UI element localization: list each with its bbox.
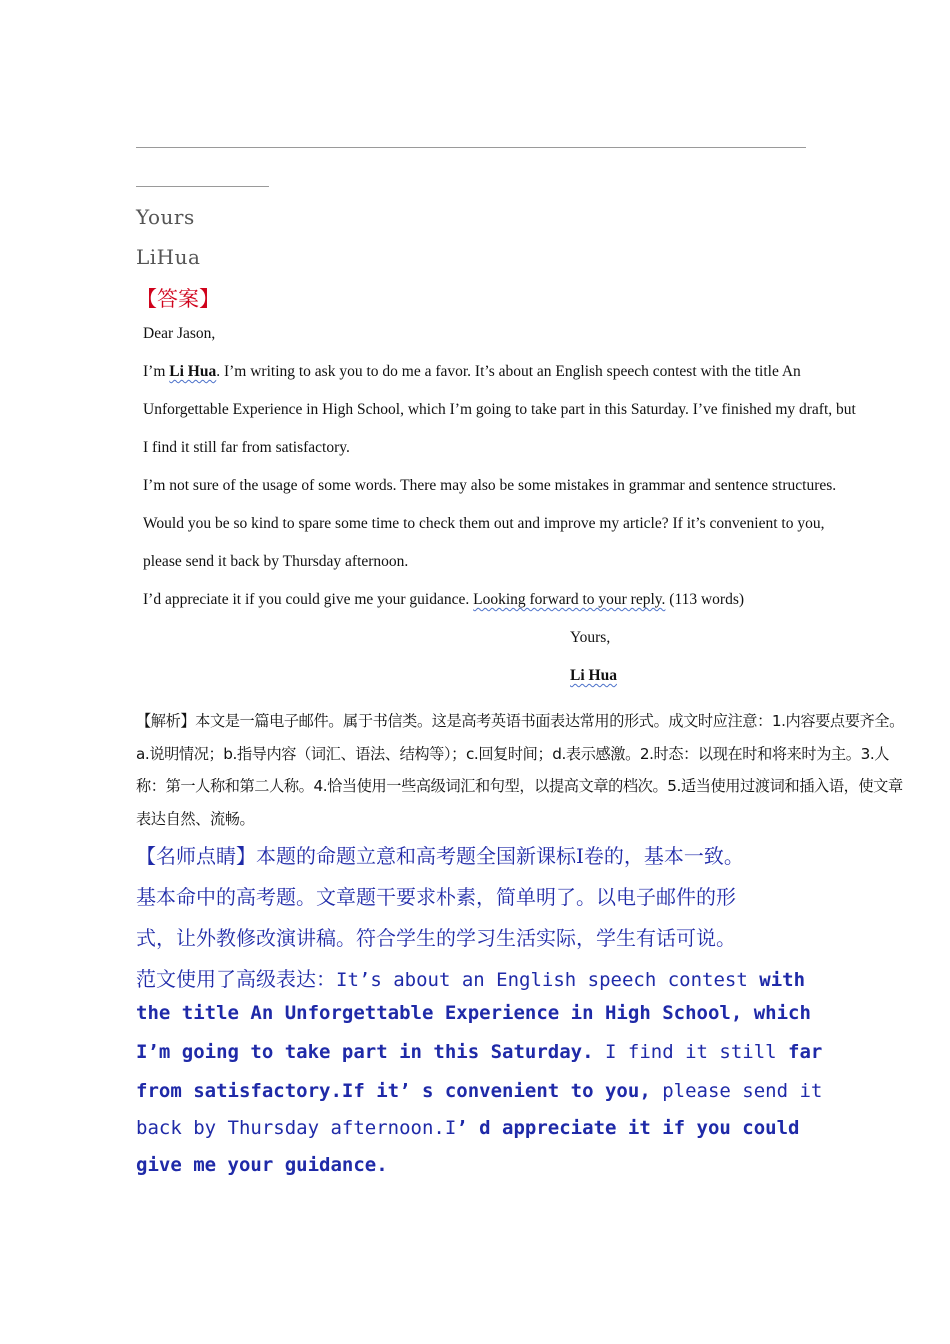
letter-line: I find it still far from satisfactory.: [143, 439, 350, 456]
letter-signature: [570, 667, 617, 685]
commentary-highlight: far: [788, 1041, 823, 1063]
commentary-text: please send it: [650, 1080, 823, 1102]
letter-closing-phrase: Looking forward to your reply.: [473, 591, 666, 608]
commentary-highlight: I’m going to take part in this Saturday.: [136, 1041, 594, 1063]
letter-line: Unforgettable Experience in High School, which I’m going to take part in this Saturday. I’ve finished my draft, but: [143, 401, 856, 418]
letter-line: [143, 591, 744, 609]
commentary-text: It’s about an English speech contest: [336, 969, 760, 991]
closing-name: LiHua: [136, 245, 201, 269]
commentary-text: 范文使用了高级表达：: [136, 967, 336, 991]
analysis-paragraph: 【解析】本文是一篇电子邮件。属于书信类。这是高考英语书面表达常用的形式。成文时应注意：1.内容要点要齐全。a.说明情况；b.指导内容（词汇、语法、结构等）；c.回复时间；d.表示感激。2.时态：以现在时和将来时为主。3.人称：第一人称和第二人称。4.恰当使用一些高级词汇和句型，以提高文章的档次。5.适当使用过渡词和插入语，使文章表达自然、流畅。: [136, 712, 904, 828]
letter-text: . I’m writing to ask you to do me a favor. It’s about an English speech contest with the title An: [216, 363, 801, 380]
closing-yours: Yours: [136, 205, 195, 229]
blank-answer-line-short: [136, 186, 269, 187]
commentary-line: [136, 963, 805, 992]
commentary-line: 式，让外教修改演讲稿。符合学生的学习生活实际，学生有话可说。: [136, 926, 736, 950]
commentary-line: 【名师点睛】本题的命题立意和高考题全国新课标Ⅰ卷的，基本一致。: [136, 844, 744, 868]
letter-salutation: Dear Jason,: [143, 325, 216, 342]
letter-line: please send it back by Thursday afternoon.: [143, 553, 409, 570]
letter-line: I’m not sure of the usage of some words. There may also be some mistakes in grammar and sentence structures.: [143, 477, 837, 494]
commentary-highlight: from satisfactory.If it’ s convenient to you,: [136, 1080, 651, 1102]
letter-name: Li Hua: [169, 363, 217, 380]
commentary-highlight: give me your guidance.: [136, 1154, 388, 1176]
commentary-highlight: with: [759, 969, 806, 991]
letter-line: [143, 363, 801, 381]
letter-line: Would you be so kind to spare some time to check them out and improve my article? If it’s convenient to you,: [143, 515, 825, 532]
commentary-highlight: ’ d appreciate it if you could: [456, 1117, 800, 1139]
answer-heading: 【答案】: [136, 287, 220, 311]
commentary-line: [136, 1041, 822, 1063]
commentary-line: 基本命中的高考题。文章题干要求朴素，简单明了。以电子邮件的形: [136, 885, 736, 909]
commentary-line: [136, 1080, 822, 1102]
word-count: (113 words): [665, 591, 745, 608]
commentary-highlight: the title An Unforgettable Experience in High School, which: [136, 1002, 811, 1024]
commentary-text: I find it still: [593, 1041, 789, 1063]
letter-closing: Yours,: [570, 629, 611, 646]
signature-name: Li Hua: [570, 667, 617, 684]
letter-text: I’d appreciate it if you could give me your guidance.: [143, 591, 474, 608]
blank-answer-line: [136, 147, 806, 148]
letter-text: I’m: [143, 363, 170, 380]
commentary-line: [136, 1117, 799, 1139]
commentary-text: back by Thursday afternoon.I: [136, 1117, 457, 1139]
